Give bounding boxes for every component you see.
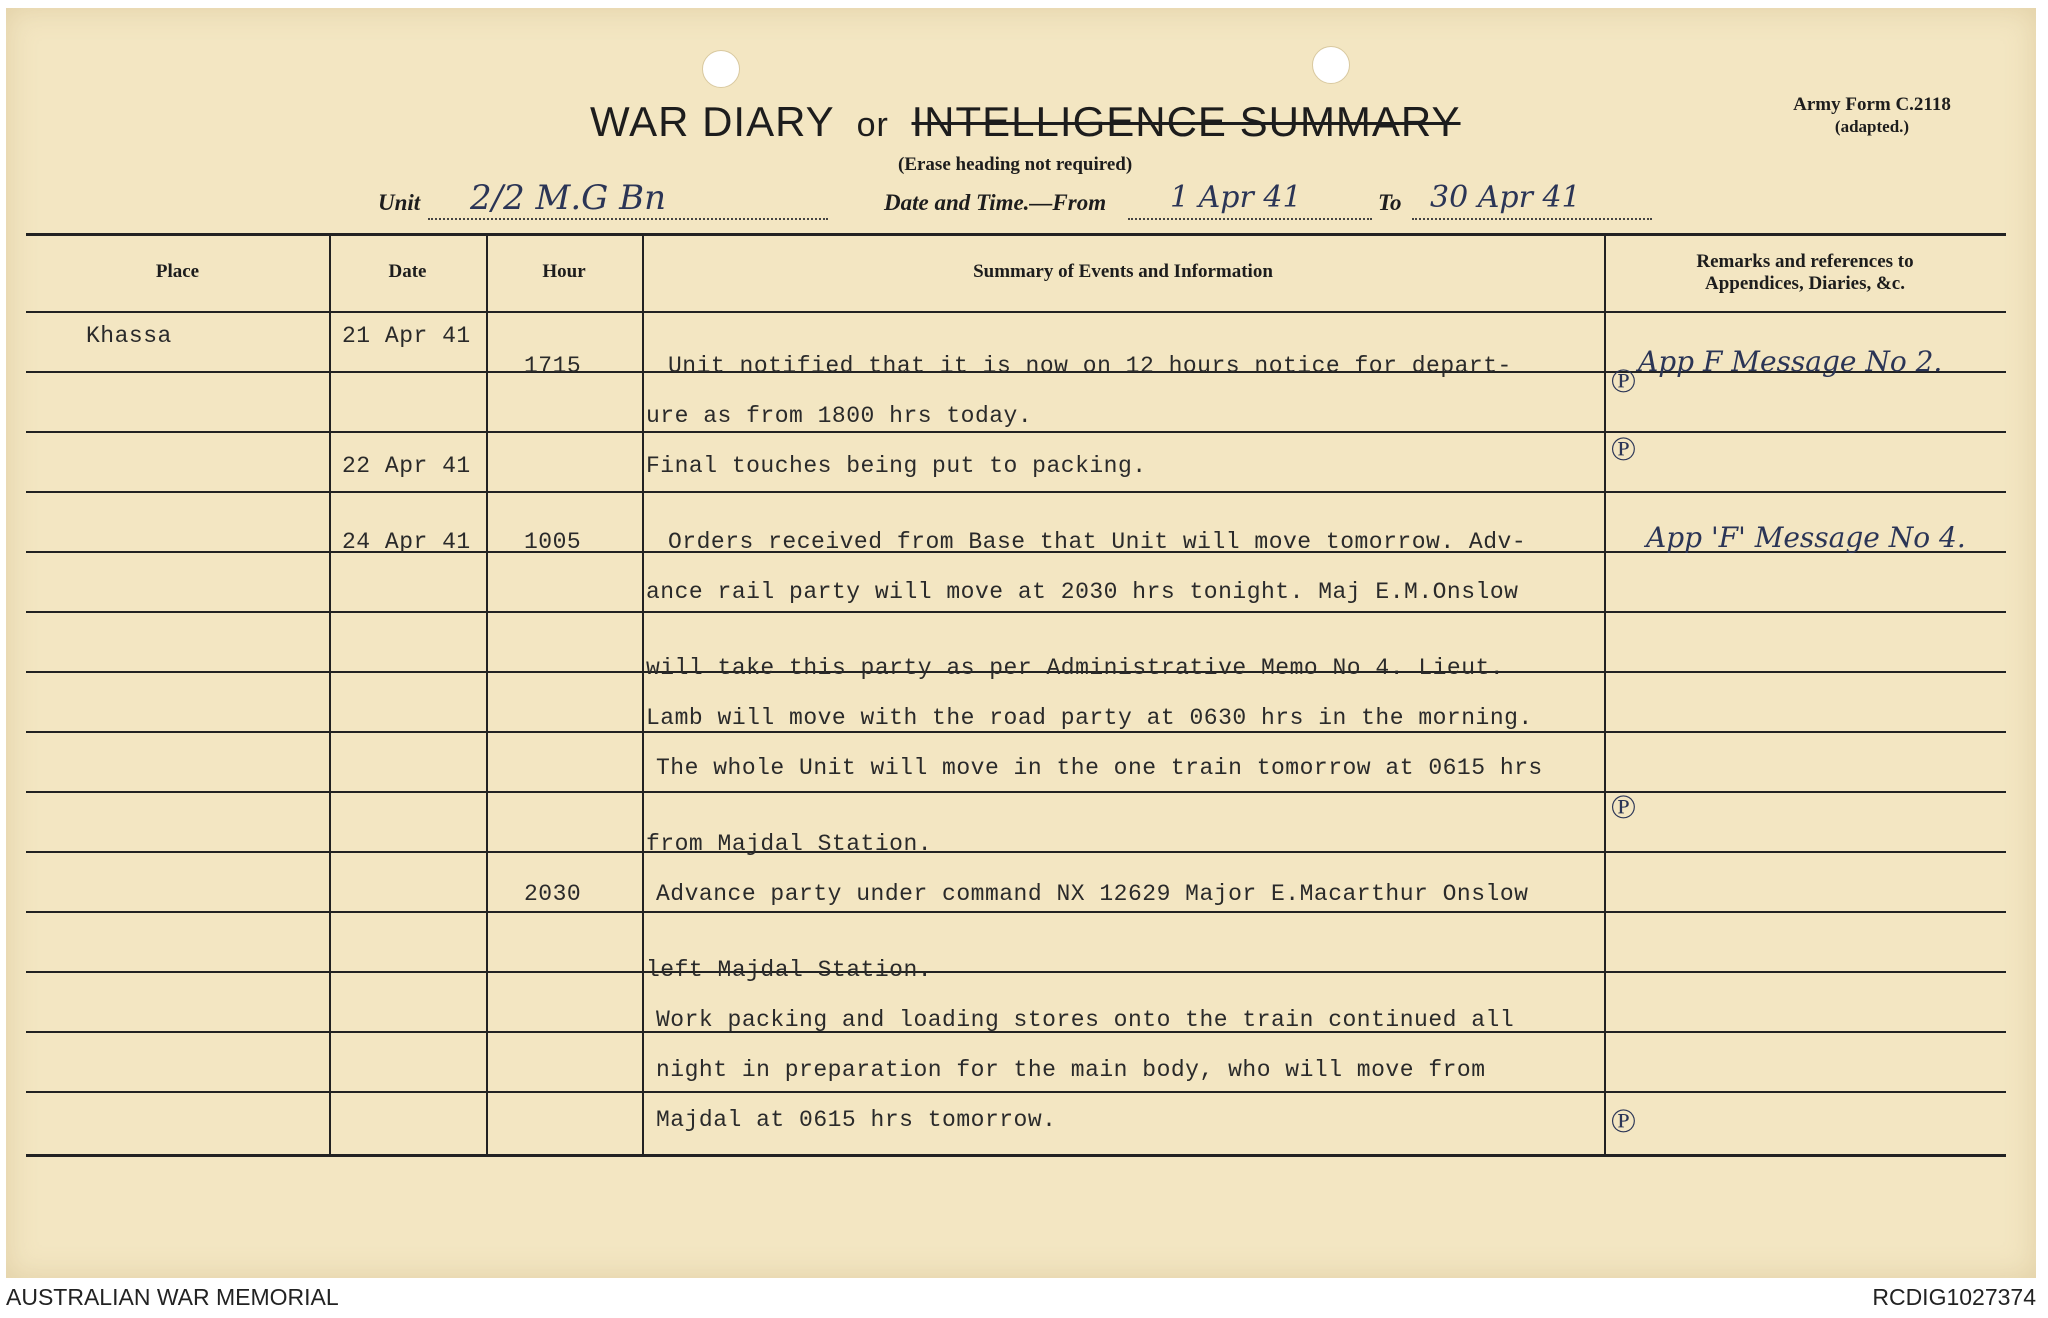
row-place: Khassa (86, 323, 172, 349)
unit-value: 2/2 M.G Bn (470, 178, 666, 218)
army-form-label (1768, 94, 1976, 138)
row-date: 22 Apr 41 (342, 453, 471, 479)
table-row (26, 869, 2006, 929)
header-remarks-line2: Appendices, Diaries, &c. (1704, 273, 1905, 294)
diary-table (26, 233, 2006, 1157)
row-summary: night in preparation for the main body, who will move from (656, 1057, 1486, 1083)
to-label: To (1378, 190, 1402, 215)
table-row (26, 567, 2006, 627)
row-remark: App 'F' Message No 4. (1646, 521, 1966, 554)
unit-label: Unit (378, 190, 421, 215)
header-place: Place (155, 261, 200, 282)
title-or: or (856, 106, 889, 144)
table-row (26, 1095, 2006, 1155)
row-hour: 2030 (524, 881, 582, 907)
row-summary: Advance party under command NX 12629 Major E.Macarthur Onslow (656, 881, 1529, 907)
row-summary: from Majdal Station. (646, 831, 933, 857)
unit-dotline (428, 218, 828, 220)
row-hour: 1715 (524, 353, 582, 379)
row-summary: Orders received from Base that Unit will move tomorrow. Adv- (668, 529, 1527, 555)
row-summary: Majdal at 0615 hrs tomorrow. (656, 1107, 1057, 1133)
row-date: 24 Apr 41 (342, 529, 471, 555)
date-label: Date and Time.—From (884, 190, 1107, 215)
footer-archive: AUSTRALIAN WAR MEMORIAL (6, 1284, 339, 1310)
date-from-value: 1 Apr 41 (1170, 180, 1302, 215)
header-remarks-line1: Remarks and references to (1696, 251, 1914, 272)
row-summary: left Majdal Station. (646, 957, 933, 983)
punch-hole-left (702, 50, 740, 88)
row-summary: ance rail party will move at 2030 hrs tonight. Maj E.M.Onslow (646, 579, 1519, 605)
row-summary: Final touches being put to packing. (646, 453, 1147, 479)
header-summary: Summary of Events and Information (973, 261, 1273, 282)
table-row (26, 743, 2006, 803)
title-main: WAR DIARY (590, 98, 834, 145)
row-summary: Unit notified that it is now on 12 hours notice for depart- (668, 353, 1512, 379)
title-struck: INTELLIGENCE SUMMARY (911, 98, 1461, 145)
initial-mark: ℗ (1610, 361, 1636, 401)
form-title (590, 98, 1461, 146)
row-hour: 1005 (524, 529, 582, 555)
army-form-number: Army Form C.2118 (1793, 94, 1951, 115)
erase-note: (Erase heading not required) (898, 154, 1133, 175)
header-date: Date (388, 261, 427, 282)
punch-hole-right (1312, 46, 1350, 84)
initial-mark: ℗ (1610, 1101, 1636, 1141)
row-summary: Work packing and loading stores onto the train continued all (656, 1007, 1515, 1033)
row-remark: App F Message No 2. (1638, 345, 1943, 378)
header-remarks (1604, 251, 2006, 295)
row-summary: will take this party as per Administrative Memo No 4. Lieut. (646, 655, 1505, 681)
row-summary: ure as from 1800 hrs today. (646, 403, 1033, 429)
table-top-line (26, 233, 2006, 236)
date-to-dotline (1412, 218, 1652, 220)
initial-mark: ℗ (1610, 429, 1636, 469)
date-from-dotline (1128, 218, 1372, 220)
row-summary: The whole Unit will move in the one train tomorrow at 0615 hrs (656, 755, 1543, 781)
initial-mark: ℗ (1610, 787, 1636, 827)
army-form-sub: (adapted.) (1834, 117, 1910, 136)
table-row (26, 441, 2006, 501)
row-summary: Lamb will move with the road party at 0630 hrs in the morning. (646, 705, 1533, 731)
header-hour: Hour (542, 261, 586, 282)
date-to-value: 30 Apr 41 (1430, 180, 1581, 215)
row-date: 21 Apr 41 (342, 323, 471, 349)
footer-record-id: RCDIG1027374 (1872, 1284, 2036, 1310)
